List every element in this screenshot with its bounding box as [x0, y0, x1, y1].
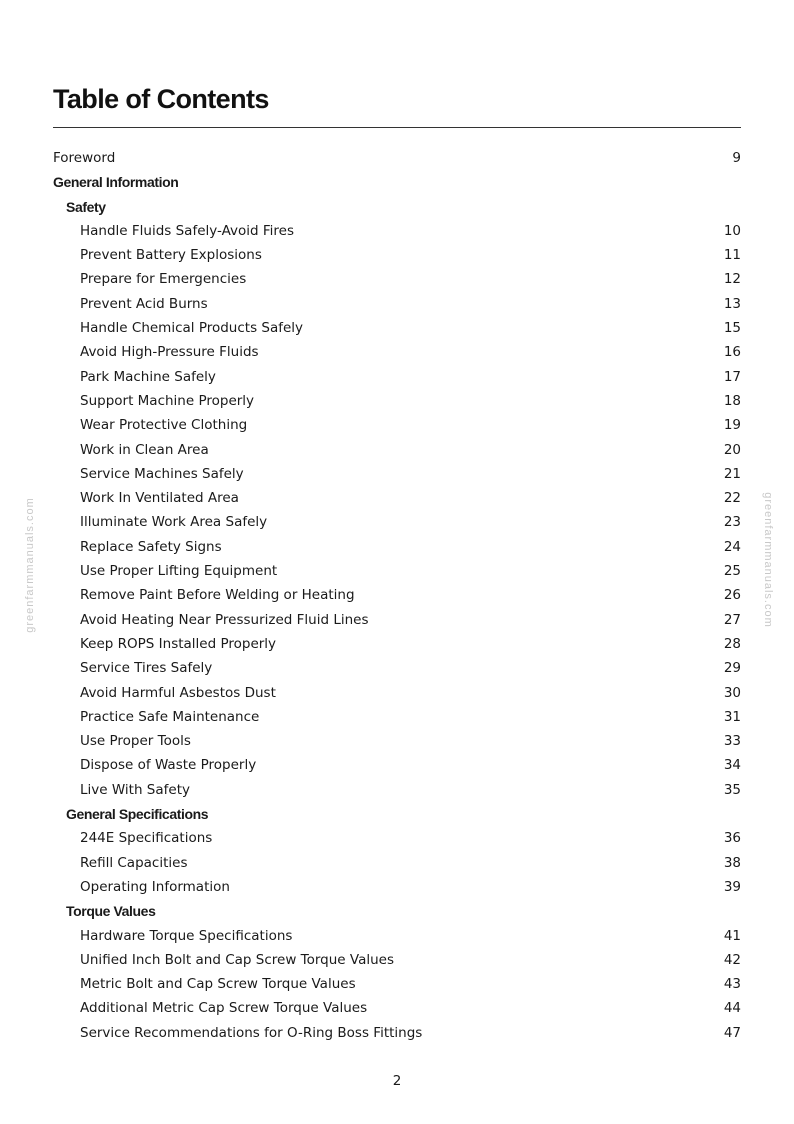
toc-entry-label: Avoid High-Pressure Fluids: [80, 344, 259, 361]
toc-entry[interactable]: [53, 243, 741, 267]
toc-entry[interactable]: [53, 340, 741, 364]
toc-entry-page-number: 24: [723, 538, 741, 555]
toc-entry-page-number: 44: [723, 1000, 741, 1017]
toc-entry-label: Live With Safety: [80, 781, 190, 798]
toc-entry[interactable]: [53, 559, 741, 583]
toc-entry[interactable]: [53, 389, 741, 413]
toc-entry-label: Prevent Acid Burns: [80, 295, 208, 312]
toc-entry-page-number: 30: [723, 684, 741, 701]
toc-entry[interactable]: [53, 972, 741, 996]
toc-entry-page-number: 28: [723, 635, 741, 652]
toc-entry[interactable]: [53, 996, 741, 1020]
toc-entry-label: Service Recommendations for O-Ring Boss Fittings: [80, 1024, 423, 1041]
toc-entry[interactable]: [53, 924, 741, 948]
toc-section-heading: [53, 170, 741, 194]
toc-entry-page-number: 35: [723, 781, 741, 798]
toc-entry[interactable]: [53, 656, 741, 680]
toc-entry-page-number: 10: [723, 222, 741, 239]
toc-entry-label: Additional Metric Cap Screw Torque Values: [80, 1000, 368, 1017]
toc-entry-page-number: 20: [723, 441, 741, 458]
toc-entry-page-number: 27: [723, 611, 741, 628]
toc-entry-label: Wear Protective Clothing: [80, 417, 248, 434]
toc-entry-label: Service Tires Safely: [80, 660, 213, 677]
toc-entry-label: Use Proper Lifting Equipment: [80, 563, 278, 580]
toc-entry-label: Work in Clean Area: [80, 441, 209, 458]
page-number: 2: [392, 1073, 402, 1089]
toc-entry-page-number: 31: [723, 708, 741, 725]
toc-entry-label: Torque Values: [66, 903, 156, 920]
toc-entry-page-number: 43: [723, 976, 741, 993]
toc-entry-label: Avoid Heating Near Pressurized Fluid Lines: [80, 611, 369, 628]
toc-entry-label: Unified Inch Bolt and Cap Screw Torque Values: [80, 951, 395, 968]
toc-entry-page-number: 18: [723, 392, 741, 409]
toc-entry[interactable]: [53, 826, 741, 850]
table-of-contents: [53, 146, 741, 1045]
toc-entry-label: Support Machine Properly: [80, 392, 255, 409]
toc-entry-page-number: 29: [723, 660, 741, 677]
toc-entry-label: Hardware Torque Specifications: [80, 927, 293, 944]
toc-entry[interactable]: [53, 948, 741, 972]
toc-entry-page-number: 15: [723, 320, 741, 337]
toc-entry[interactable]: [53, 705, 741, 729]
toc-entry-page-number: 21: [723, 465, 741, 482]
watermark-right: greenfarmmanuals.com: [762, 492, 774, 628]
toc-entry-label: General Specifications: [66, 806, 209, 823]
toc-entry[interactable]: [53, 608, 741, 632]
toc-entry-label: Refill Capacities: [80, 854, 188, 871]
toc-entry[interactable]: [53, 583, 741, 607]
toc-entry-label: Safety: [66, 198, 106, 215]
toc-entry-label: Service Machines Safely: [80, 465, 244, 482]
toc-entry[interactable]: [53, 729, 741, 753]
toc-entry-page-number: 13: [723, 295, 741, 312]
toc-entry-label: Remove Paint Before Welding or Heating: [80, 587, 355, 604]
toc-entry[interactable]: [53, 1021, 741, 1045]
toc-entry-page-number: 22: [723, 490, 741, 507]
toc-entry-page-number: 26: [723, 587, 741, 604]
toc-entry-label: Handle Chemical Products Safely: [80, 320, 304, 337]
page-title: Table of Contents: [53, 84, 269, 114]
toc-entry-page-number: 12: [723, 271, 741, 288]
watermark-left: greenfarmmanuals.com: [24, 497, 36, 633]
toc-entry-label: Practice Safe Maintenance: [80, 708, 260, 725]
toc-entry-label: Operating Information: [80, 878, 230, 895]
toc-entry-page-number: 42: [723, 951, 741, 968]
toc-entry-label: General Information: [53, 174, 179, 191]
title-divider: [53, 127, 741, 128]
toc-entry-label: Replace Safety Signs: [80, 538, 222, 555]
toc-section-heading: [53, 195, 741, 219]
toc-entry-page-number: 39: [723, 878, 741, 895]
toc-entry[interactable]: [53, 875, 741, 899]
toc-entry[interactable]: [53, 510, 741, 534]
toc-entry[interactable]: [53, 438, 741, 462]
toc-entry[interactable]: [53, 462, 741, 486]
toc-entry-page-number: 17: [723, 368, 741, 385]
toc-section-heading: [53, 899, 741, 923]
toc-entry-page-number: 34: [723, 757, 741, 774]
toc-entry-label: Avoid Harmful Asbestos Dust: [80, 684, 276, 701]
toc-entry[interactable]: [53, 316, 741, 340]
toc-entry[interactable]: [53, 486, 741, 510]
toc-entry-page-number: 25: [723, 563, 741, 580]
toc-entry[interactable]: [53, 535, 741, 559]
toc-entry-page-number: 19: [723, 417, 741, 434]
toc-entry[interactable]: [53, 632, 741, 656]
toc-entry[interactable]: [53, 219, 741, 243]
toc-entry-page-number: 47: [723, 1024, 741, 1041]
toc-entry-page-number: 11: [723, 247, 741, 264]
toc-entry-page-number: 9: [732, 150, 741, 166]
toc-entry-label: Prepare for Emergencies: [80, 271, 247, 288]
toc-entry-label: Keep ROPS Installed Properly: [80, 635, 277, 652]
toc-entry[interactable]: [53, 146, 741, 170]
toc-entry-label: Work In Ventilated Area: [80, 490, 239, 507]
toc-entry-label: Metric Bolt and Cap Screw Torque Values: [80, 976, 356, 993]
toc-entry[interactable]: [53, 267, 741, 291]
toc-entry-label: Dispose of Waste Properly: [80, 757, 257, 774]
toc-entry[interactable]: [53, 681, 741, 705]
toc-entry-page-number: 41: [723, 927, 741, 944]
toc-entry-label: Illuminate Work Area Safely: [80, 514, 268, 531]
toc-entry[interactable]: [53, 365, 741, 389]
toc-entry-label: 244E Specifications: [80, 830, 213, 847]
toc-section-heading: [53, 802, 741, 826]
toc-entry-page-number: 33: [723, 733, 741, 750]
toc-entry-page-number: 23: [723, 514, 741, 531]
toc-entry-label: Foreword: [53, 150, 116, 166]
toc-entry[interactable]: [53, 753, 741, 777]
toc-entry[interactable]: [53, 413, 741, 437]
toc-entry-label: Handle Fluids Safely-Avoid Fires: [80, 222, 295, 239]
toc-entry-page-number: 38: [723, 854, 741, 871]
toc-entry-label: Park Machine Safely: [80, 368, 216, 385]
toc-entry-page-number: 16: [723, 344, 741, 361]
toc-entry-label: Use Proper Tools: [80, 733, 191, 750]
toc-entry[interactable]: [53, 292, 741, 316]
toc-entry-label: Prevent Battery Explosions: [80, 247, 262, 264]
toc-entry[interactable]: [53, 851, 741, 875]
toc-entry-page-number: 36: [723, 830, 741, 847]
toc-entry[interactable]: [53, 778, 741, 802]
